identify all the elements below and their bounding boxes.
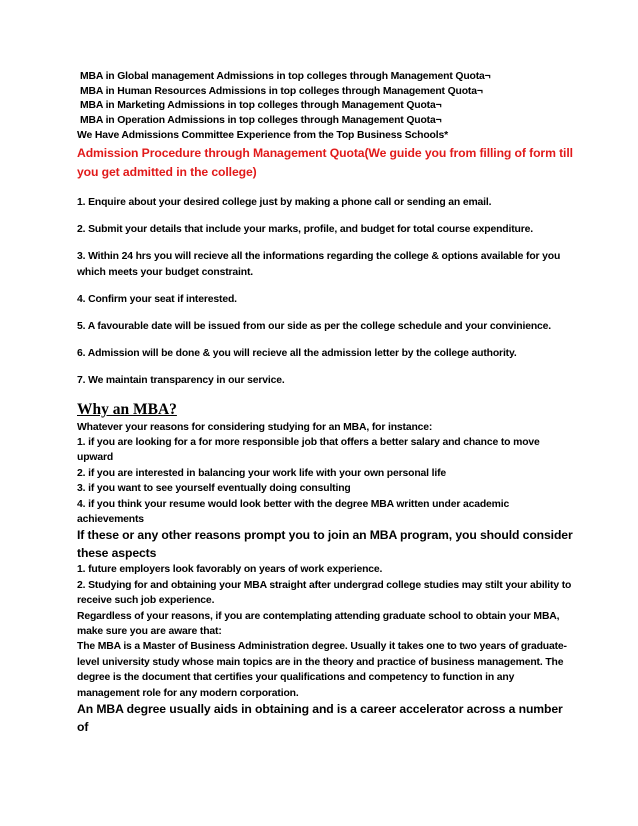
reason-item: 3. if you want to see yourself eventually doing consulting [77,483,351,495]
top-line-hr: MBA in Human Resources Admissions in top colleges through Management Quota¬ [80,85,483,97]
reason-item: 4. if you think your resume would look better with the degree MBA written under academic achievements [77,498,510,525]
definition-paragraph: The MBA is a Master of Business Administration degree. Usually it takes one to two years of graduate-level university study whose main topics are in the theory and practice of business management. The degree is the document that certifies your qualifications and competency to function in any management role for any modern corporation. [77,641,567,699]
step-item: 3. Within 24 hrs you will recieve all the informations regarding the college & options available for you which meets your budget constraint. [77,250,561,278]
aspects-heading: If these or any other reasons prompt you to join an MBA program, you should consider these aspects [77,528,573,560]
why-mba-heading: Why an MBA? [77,400,177,418]
step-item: 5. A favourable date will be issued from our side as per the college schedule and your convinience. [77,320,552,332]
why-intro: Whatever your reasons for considering studying for an MBA, for instance: [77,421,433,433]
aspect-item: 2. Studying for and obtaining your MBA straight after undergrad college studies may stilt your ability to receive such job experience. [77,579,572,607]
closing-line: An MBA degree usually aids in obtaining and is a career accelerator across a number of [77,702,563,734]
top-line-marketing: MBA in Marketing Admissions in top colleges through Management Quota¬ [80,100,442,112]
aspect-item: 1. future employers look favorably on years of work experience. [77,564,383,576]
step-item: 6. Admission will be done & you will recieve all the admission letter by the college authority. [77,347,517,359]
step-item: 7. We maintain transparency in our service. [77,374,285,386]
procedure-heading: Admission Procedure through Management Quota(We guide you from filling of form till you get admitted in the college) [77,145,573,180]
step-item: 2. Submit your details that include your marks, profile, and budget for total course expenditure. [77,223,533,235]
experience-line: We Have Admissions Committee Experience from the Top Business Schools* [77,129,448,141]
step-item: 4. Confirm your seat if interested. [77,293,237,305]
regardless-paragraph: Regardless of your reasons, if you are contemplating attending graduate school to obtain your MBA, make sure you are aware that: [77,610,560,637]
top-line-global: MBA in Global management Admissions in top colleges through Management Quota¬ [80,71,491,82]
reason-item: 2. if you are interested in balancing your work life with your own personal life [77,467,447,479]
reason-item: 1. if you are looking for a for more responsible job that offers a better salary and chance to move upward [77,436,540,464]
step-item: 1. Enquire about your desired college just by making a phone call or sending an email. [77,196,492,208]
document-page [77,70,577,736]
top-line-operation: MBA in Operation Admissions in top colleges through Management Quota¬ [80,115,442,127]
